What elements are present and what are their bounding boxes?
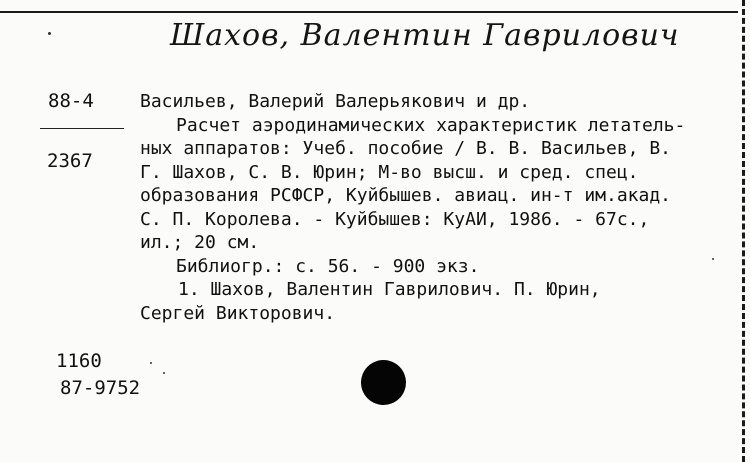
- entry-publisher-line: образования РСФСР, Куйбышев. авиац. ин-т им.акад.: [140, 185, 672, 206]
- entry-physical-line: ил.; 20 см.: [140, 232, 260, 253]
- ink-speck: [712, 258, 714, 260]
- punch-hole: [361, 360, 406, 405]
- entry-title-line: Г. Шахов, С. В. Юрин; М-во высш. и сред. спец.: [140, 161, 639, 183]
- ink-speck: [48, 32, 51, 35]
- entry-author-line: Васильев, Валерий Валерьякович и др.: [140, 91, 531, 112]
- entry-notes-line: Библиогр.: с. 56. - 900 экз.: [176, 255, 480, 277]
- ink-speck: [150, 362, 152, 364]
- entry-tracings-line: 1. Шахов, Валентин Гаврилович. П. Юрин,: [178, 279, 601, 300]
- entry-title-line: Расчет аэродинамических характеристик летатель-: [176, 114, 686, 136]
- call-number-top: 88-4: [48, 90, 94, 112]
- handwritten-heading: Шахов, Валентин Гаврилович: [170, 18, 680, 53]
- card-top-edge: [0, 11, 738, 13]
- ink-speck: [163, 372, 165, 374]
- entry-imprint-line: С. П. Королева. - Куйбышев: КуАИ, 1986. - 67с.,: [140, 208, 650, 230]
- entry-title-line: ных аппаратов: Учеб. пособие / В. В. Васильев, В.: [140, 138, 672, 159]
- catalog-entry: [140, 90, 740, 325]
- record-number: 87-9752: [60, 377, 141, 399]
- card-right-edge: [742, 0, 745, 462]
- call-number-bottom: 2367: [47, 150, 93, 172]
- call-number-divider: [40, 128, 124, 129]
- entry-tracings-line: Сергей Викторович.: [140, 302, 336, 324]
- inventory-number: 1160: [56, 350, 102, 372]
